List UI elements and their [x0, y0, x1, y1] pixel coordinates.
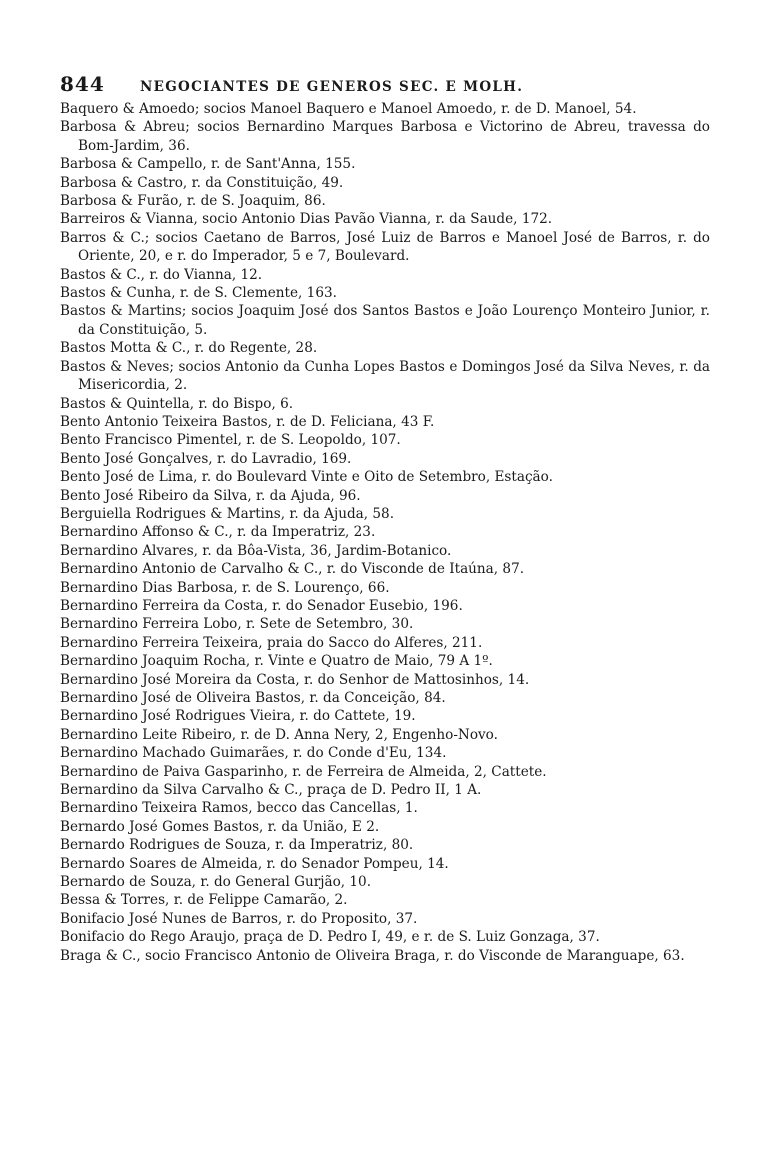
- list-item: Berguiella Rodrigues & Martins, r. da Ajuda, 58.: [60, 505, 395, 522]
- list-item: Bento José de Lima, r. do Boulevard Vinte e Oito de Setembro, Estação.: [60, 469, 553, 486]
- running-title: NEGOCIANTES DE GENEROS SEC. E MOLH.: [140, 79, 524, 95]
- list-item: Barros & C.; socios Caetano de Barros, José Luiz de Barros e Manoel José de Barros, r. do Oriente, 20, e r. do Imperador, 5 e 7, Boulevard.: [60, 229, 710, 265]
- list-item: Braga & C., socio Francisco Antonio de Oliveira Braga, r. do Visconde de Maranguape, 63.: [60, 947, 685, 964]
- list-item: Bernardino José Moreira da Costa, r. do Senhor de Mattosinhos, 14.: [60, 671, 530, 688]
- list-item: Bastos & Cunha, r. de S. Clemente, 163.: [60, 285, 337, 302]
- list-item: Bastos & Neves; socios Antonio da Cunha Lopes Bastos e Domingos José da Silva Neves, r. da Misericordia, 2.: [60, 358, 710, 394]
- list-item: Bernardo José Gomes Bastos, r. da União, E 2.: [60, 818, 380, 835]
- list-item: Bernardino Machado Guimarães, r. do Conde d'Eu, 134.: [60, 745, 447, 762]
- list-item: Bento José Ribeiro da Silva, r. da Ajuda, 96.: [60, 487, 361, 504]
- list-item: Bernardino Antonio de Carvalho & C., r. do Visconde de Itaúna, 87.: [60, 561, 525, 578]
- list-item: Bento Antonio Teixeira Bastos, r. de D. Feliciana, 43 F.: [60, 413, 435, 430]
- list-item: Bernardino José Rodrigues Vieira, r. do Cattete, 19.: [60, 708, 416, 725]
- list-item: Bonifacio do Rego Araujo, praça de D. Pedro I, 49, e r. de S. Luiz Gonzaga, 37.: [60, 929, 600, 946]
- list-item: Bernardino Ferreira Lobo, r. Sete de Setembro, 30.: [60, 616, 414, 633]
- list-item: Bernardino Affonso & C., r. da Imperatriz, 23.: [60, 524, 376, 541]
- list-item: Bernardino Joaquim Rocha, r. Vinte e Quatro de Maio, 79 A 1º.: [60, 653, 493, 670]
- list-item: Bento José Gonçalves, r. do Lavradio, 169.: [60, 450, 352, 467]
- list-item: Bernardino Leite Ribeiro, r. de D. Anna Nery, 2, Engenho-Novo.: [60, 726, 498, 743]
- list-item: Bessa & Torres, r. de Felippe Camarão, 2.: [60, 892, 348, 909]
- list-item: Bernardino Teixeira Ramos, becco das Cancellas, 1.: [60, 800, 418, 817]
- list-item: Bernardino Dias Barbosa, r. de S. Lourenço, 66.: [60, 579, 390, 596]
- merchant-list: [60, 100, 710, 965]
- list-item: Bastos & Martins; socios Joaquim José dos Santos Bastos e João Lourenço Monteiro Junior, r. da Constituição, 5.: [60, 303, 710, 338]
- list-item: Bastos & Quintella, r. do Bispo, 6.: [60, 395, 294, 412]
- list-item: Bento Francisco Pimentel, r. de S. Leopoldo, 107.: [60, 432, 401, 449]
- directory-page: [60, 72, 710, 965]
- list-item: Bastos Motta & C., r. do Regente, 28.: [60, 340, 318, 357]
- page-number: 844: [60, 72, 105, 96]
- list-item: Bernardino José de Oliveira Bastos, r. da Conceição, 84.: [60, 690, 446, 706]
- list-item: Bernardino Ferreira Teixeira, praia do Sacco do Alferes, 211.: [60, 634, 483, 651]
- list-item: Barbosa & Campello, r. de Sant'Anna, 155.: [60, 156, 356, 173]
- list-item: Bernardo Soares de Almeida, r. do Senador Pompeu, 14.: [60, 855, 449, 872]
- list-item: Barbosa & Castro, r. da Constituição, 49.: [60, 174, 344, 191]
- list-item: Bonifacio José Nunes de Barros, r. do Proposito, 37.: [60, 910, 418, 927]
- list-item: Bernardino de Paiva Gasparinho, r. de Ferreira de Almeida, 2, Cattete.: [60, 763, 547, 780]
- list-item: Barbosa & Furão, r. de S. Joaquim, 86.: [60, 193, 326, 210]
- list-item: Bernardino Ferreira da Costa, r. do Senador Eusebio, 196.: [60, 597, 463, 614]
- list-item: Bernardo de Souza, r. do General Gurjão, 10.: [60, 874, 372, 891]
- list-item: Baquero & Amoedo; socios Manoel Baquero e Manoel Amoedo, r. de D. Manoel, 54.: [60, 101, 637, 117]
- page-header: [60, 72, 710, 98]
- list-item: Bernardino da Silva Carvalho & C., praça de D. Pedro II, 1 A.: [60, 782, 482, 799]
- list-item: Barreiros & Vianna, socio Antonio Dias Pavão Vianna, r. da Saude, 172.: [60, 211, 553, 228]
- list-item: Bastos & C., r. do Vianna, 12.: [60, 266, 263, 283]
- list-item: Bernardino Alvares, r. da Bôa-Vista, 36, Jardim-Botanico.: [60, 542, 452, 559]
- list-item: Bernardo Rodrigues de Souza, r. da Imperatriz, 80.: [60, 837, 414, 854]
- list-item: Barbosa & Abreu; socios Bernardino Marques Barbosa e Victorino de Abreu, travessa do Bom-Jardim, 36.: [60, 119, 710, 154]
